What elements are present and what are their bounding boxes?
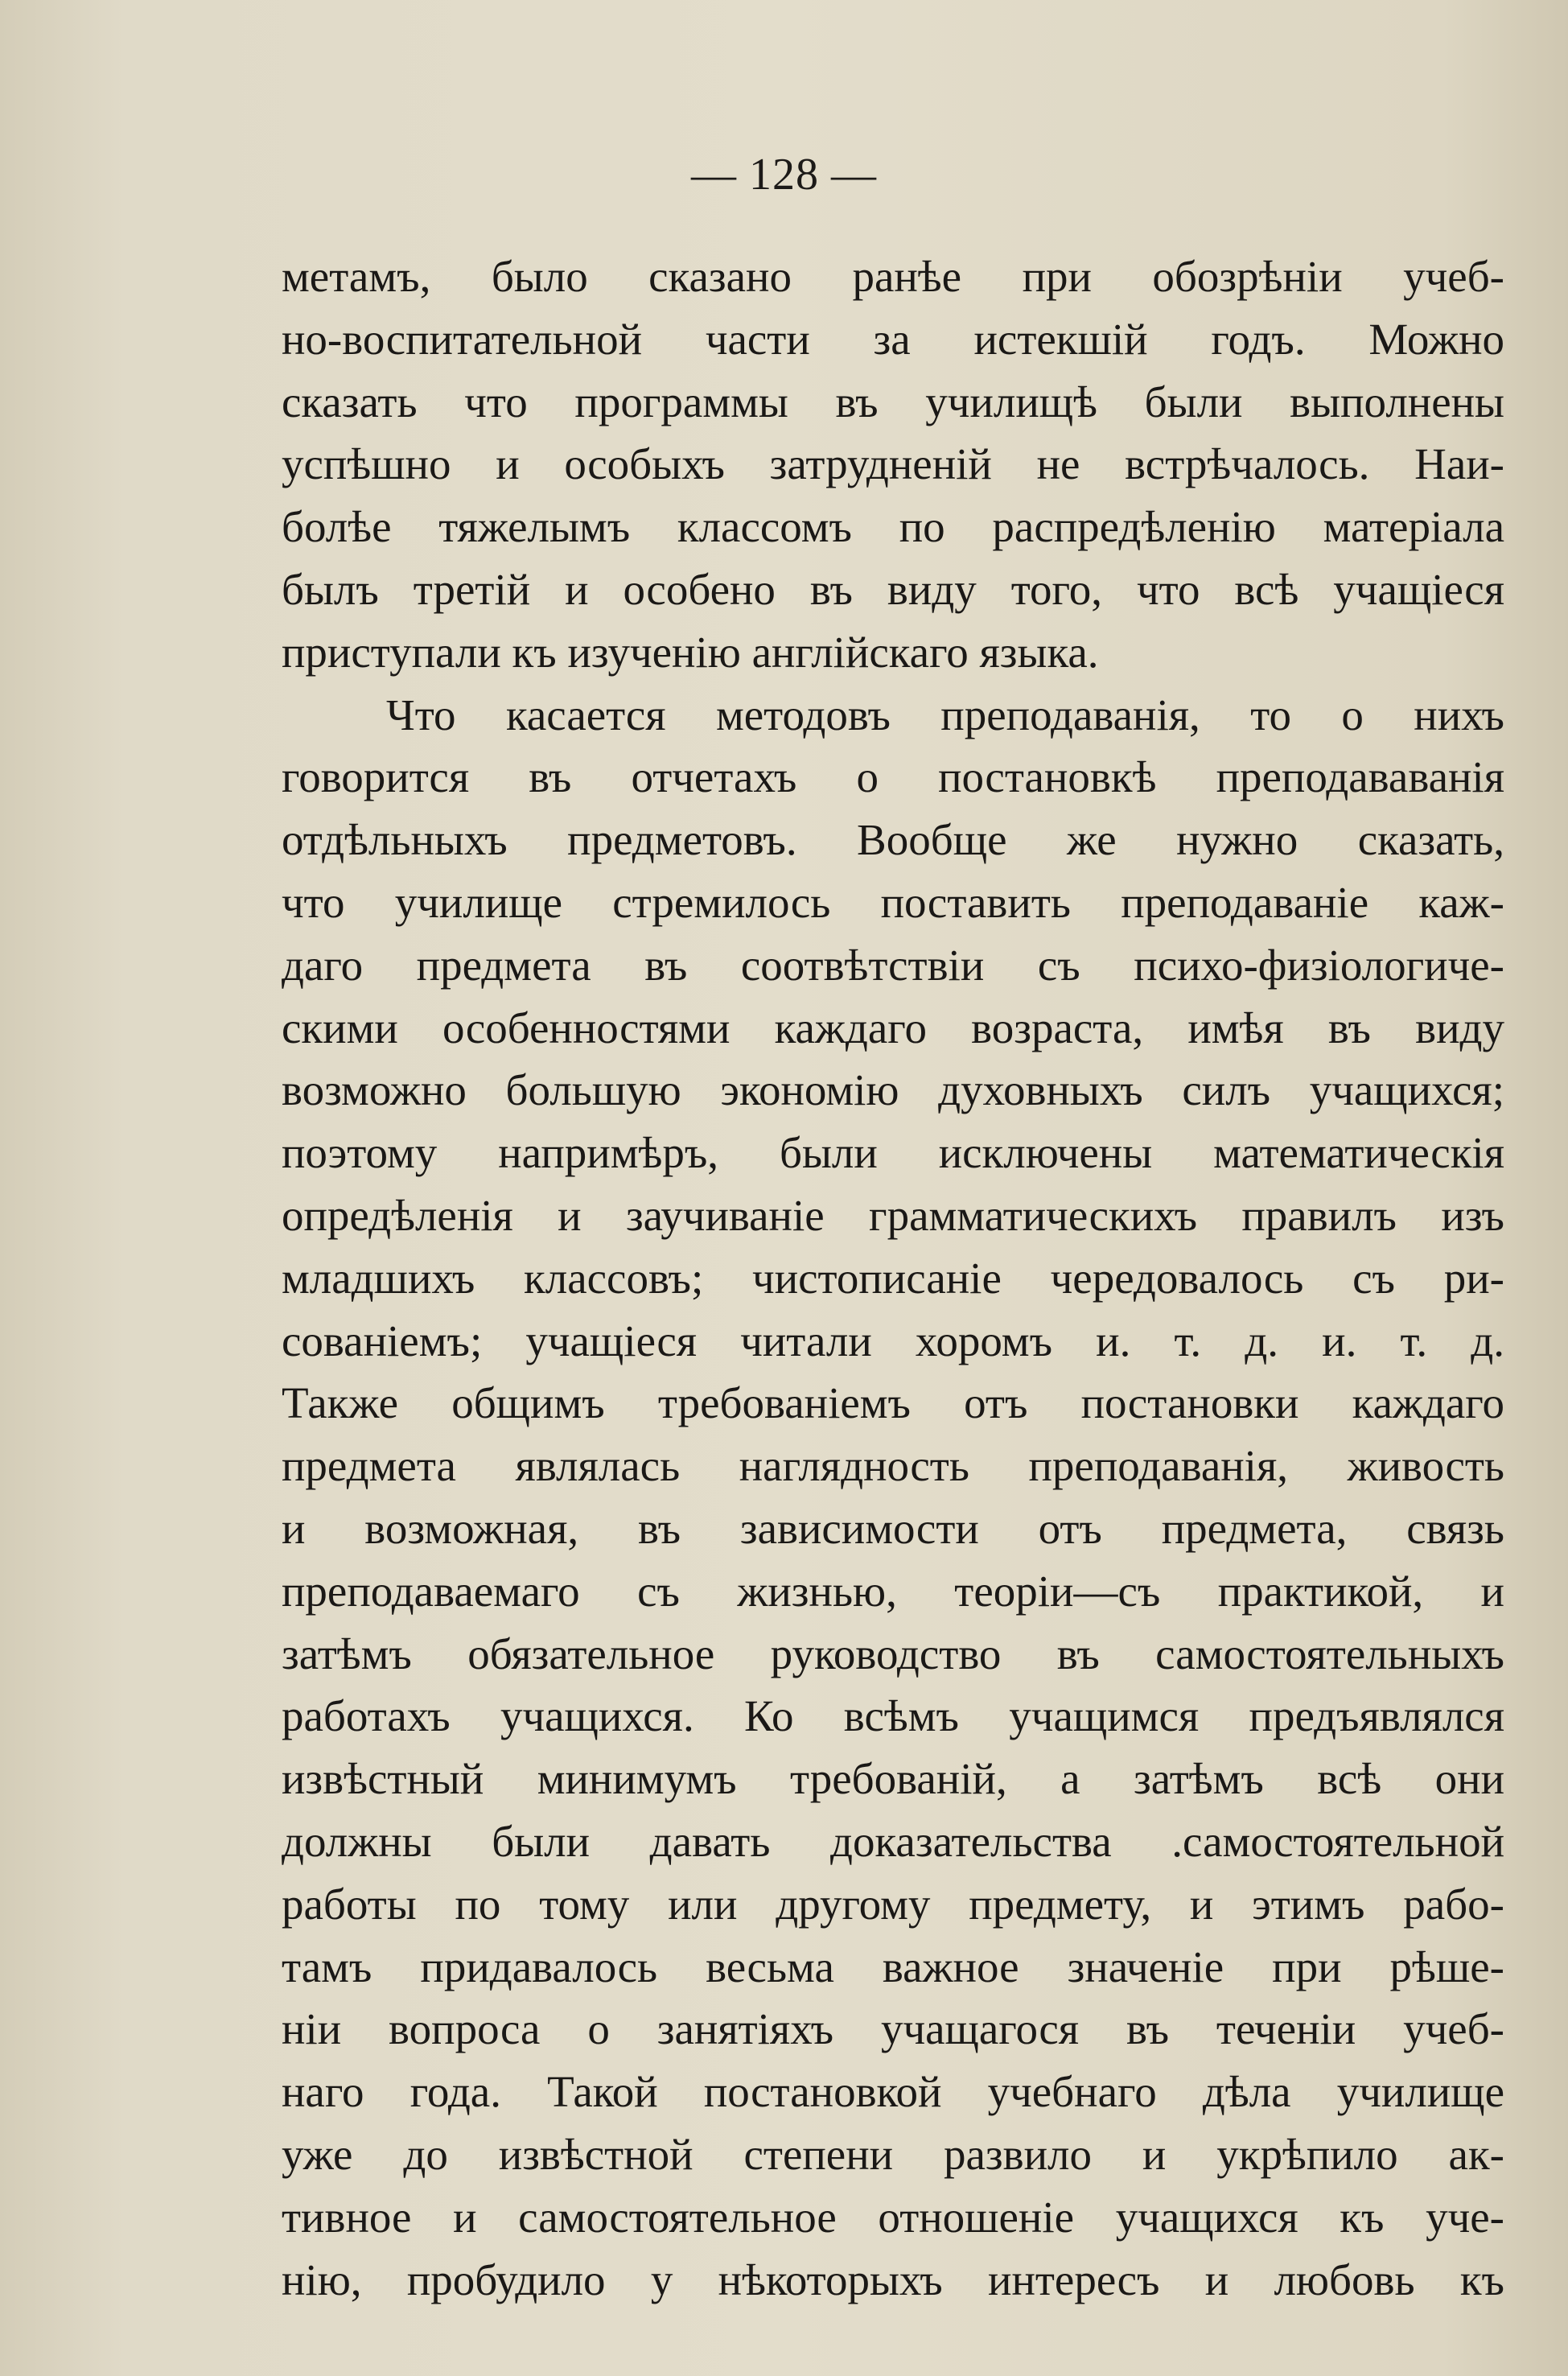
text-line: наго года. Такой постановкой учебнаго дѣла училище [282,2067,1504,2117]
text-line: но-воспитательной части за истекшій годъ. Можно [282,314,1504,364]
text-line: былъ третій и особено въ виду того, что всѣ учащіеся [282,564,1504,614]
text-line: опредѣленія и заучиваніе грамматическихъ правилъ изъ [282,1190,1504,1240]
text-line: сказать что программы въ училищѣ были выполнены [282,377,1504,426]
text-line: сованіемъ; учащіеся читали хоромъ и. т. д. и. т. д. [282,1316,1504,1365]
text-line: нію, пробудило у нѣкоторыхъ интересъ и любовь къ [282,2255,1504,2304]
text-line: ніи вопроса о занятіяхъ учащагося въ теченіи учеб- [282,2004,1504,2054]
paragraph-1 [282,245,1504,684]
text-line: приступали къ изученію англійскаго языка. [282,627,1099,677]
text-line: Также общимъ требованіемъ отъ постановки каждаго [282,1378,1504,1428]
text-line: затѣмъ обязательное руководство въ самостоятельныхъ [282,1629,1504,1678]
text-line: младшихъ классовъ; чистописаніе чередовалось съ ри- [282,1253,1504,1303]
text-line: поэтому напримѣръ, были исключены математическія [282,1128,1504,1178]
text-line: Что касается методовъ преподаванія, то о нихъ [386,690,1504,739]
body-text [282,245,1504,2311]
text-line: что училище стремилось поставить преподаваніе каж- [282,877,1504,927]
text-line: успѣшно и особыхъ затрудненій не встрѣчалось. Наи- [282,439,1504,489]
text-line: извѣстный минимумъ требованій, а затѣмъ всѣ они [282,1754,1504,1804]
text-line: преподаваемаго съ жизнью, теоріи—съ практикой, и [282,1566,1504,1616]
text-line: болѣе тяжелымъ классомъ по распредѣленію матеріала [282,502,1504,552]
text-line: уже до извѣстной степени развило и укрѣпило ак- [282,2129,1504,2179]
text-line: работахъ учащихся. Ко всѣмъ учащимся предъявлялся [282,1691,1504,1741]
text-line: даго предмета въ соотвѣтствіи съ психо-физіологиче- [282,940,1504,990]
paragraph-2 [282,684,1504,2312]
text-line: работы по тому или другому предмету, и этимъ рабо- [282,1879,1504,1929]
text-line: отдѣльныхъ предметовъ. Вообще же нужно сказать, [282,815,1504,865]
text-line: скими особенностями каждаго возраста, имѣя въ виду [282,1003,1504,1052]
page-number: — 128 — [691,150,877,200]
text-line: и возможная, въ зависимости отъ предмета, связь [282,1503,1504,1553]
text-line: метамъ, было сказано ранѣе при обозрѣніи учеб- [282,252,1504,301]
text-line: говорится въ отчетахъ о постановкѣ преподававанія [282,752,1504,802]
text-line: тамъ придавалось весьма важное значеніе при рѣше- [282,1942,1504,1991]
text-line: предмета являлась наглядность преподаванія, живость [282,1441,1504,1491]
text-line: тивное и самостоятельное отношеніе учащихся къ уче- [282,2192,1504,2242]
text-line: возможно большую экономію духовныхъ силъ учащихся; [282,1065,1504,1115]
text-line: должны были давать доказательства .самостоятельной [282,1816,1504,1866]
